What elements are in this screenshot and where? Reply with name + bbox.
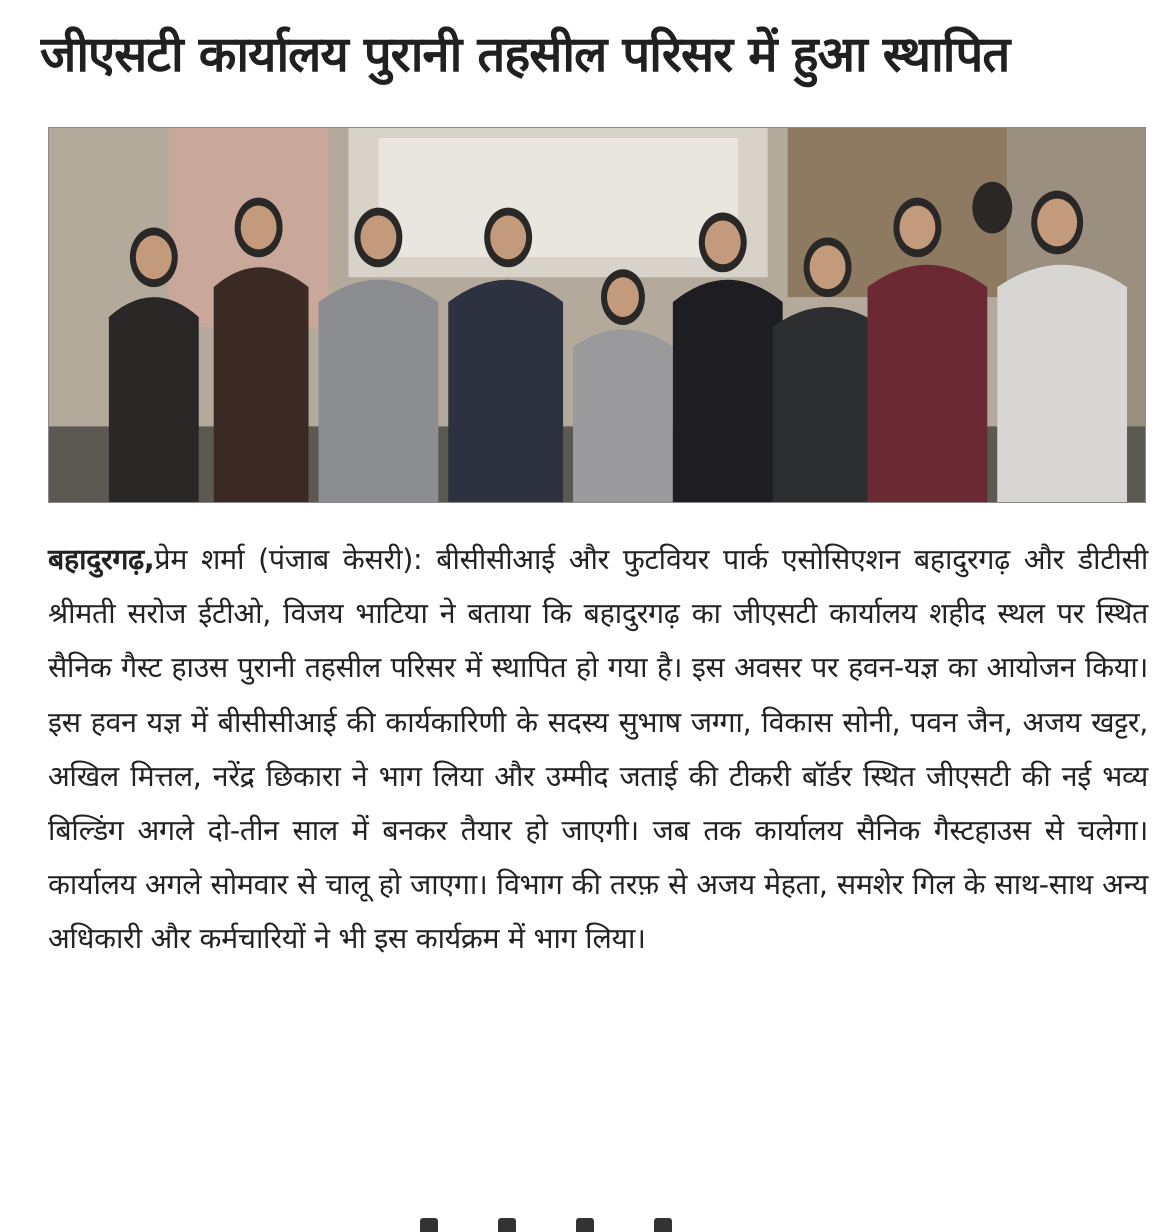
group-photo	[48, 127, 1146, 503]
article-text: प्रेम शर्मा (पंजाब केसरी): बीसीसीआई और फुटवियर पार्क एसोसिएशन बहादुरगढ़ और डीटीसी श्रीमती सरोज ईटीओ, विजय भाटिया ने बताया कि बहादुरगढ़ का जीएसटी कार्यालय शहीद स्थल पर स्थित सैनिक गैस्ट हाउस पुरानी तहसील परिसर में स्थापित हो गया है। इस अवसर पर हवन-यज्ञ का आयोजन किया। इस हवन यज्ञ में बीसीसीआई की कार्यकारिणी के सदस्य सुभाष जग्गा, विकास सोनी, पवन जैन, अजय खट्टर, अखिल मित्तल, नरेंद्र छिकारा ने भाग लिया और उम्मीद जताई की टीकरी बॉर्डर स्थित जीएसटी की नई भव्य बिल्डिंग अगले दो-तीन साल में बनकर तैयार हो जाएगी। जब तक कार्यालय सैनिक गैस्टहाउस से चलेगा। कार्यालय अगले सोमवार से चालू हो जाएगा। विभाग की तरफ़ से अजय मेहता, समशेर गिल के साथ-साथ अन्य अधिकारी और कर्मचारियों ने भी इस कार्यक्रम में भाग लिया।	[48, 543, 1148, 956]
dateline: बहादुरगढ़,	[48, 543, 155, 576]
article-body	[48, 533, 1148, 967]
next-column-fragment	[420, 1218, 780, 1232]
headline: जीएसटी कार्यालय पुरानी तहसील परिसर में हुआ स्थापित	[40, 26, 1010, 83]
group-photo-icon	[49, 128, 1145, 502]
